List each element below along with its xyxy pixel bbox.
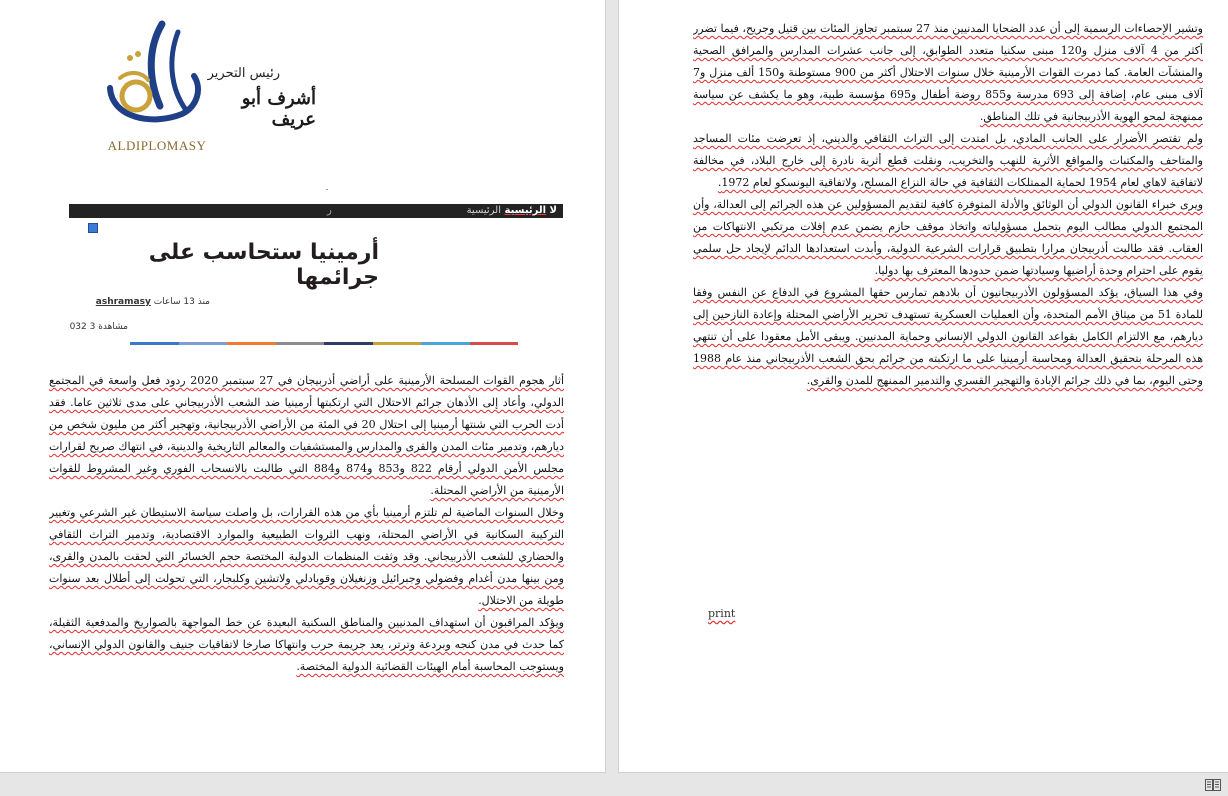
article-views: مشاهدة 3 032 xyxy=(69,322,128,332)
nav-home-label: الرئيسية xyxy=(504,205,547,216)
logo-caption: ALDIPLOMASY xyxy=(107,138,207,153)
divider-segment xyxy=(421,342,470,345)
article-body-right xyxy=(693,18,1203,598)
print-link[interactable]: print xyxy=(708,607,736,620)
read-mode-icon[interactable] xyxy=(1205,777,1221,791)
broken-image-icon xyxy=(88,223,98,233)
article-author-link[interactable]: ashramasy xyxy=(95,297,151,307)
body-paragraph: ويؤكد المراقبون أن استهداف المدنيين والمناطق السكنية البعيدة عن خط المواجهة بالصواريخ والمدفعية الثقيلة، كما حدث في مدن كنجه وبردعة وترتر، يعد جريمة حرب وانتهاكا صارخا لاتفاقيات جنيف والقانون الدولي الإنساني، ويستوجب المحاسبة أمام الهيئات القضائية الدولية المختصة. xyxy=(49,616,564,673)
separator-dot xyxy=(326,189,328,190)
divider-segment xyxy=(470,342,519,345)
document-page-right xyxy=(619,0,1228,772)
body-paragraph: أثار هجوم القوات المسلحة الأرمينية على أراضي أذربيجان في 27 سبتمبر 2020 ردود فعل واسعة في المجتمع الدولي، وأعاد إلى الأذهان جرائم الاحتلال التي ارتكبتها أرمينيا ضد الشعب الأذربيجاني على مدى ثلاثين عاما. فقد أدت الحرب التي شنتها أرمينيا إلى احتلال 20 في المئة من الأراضي الأذربيجانية، وتهجير أكثر من مليون شخص من ديارهم، وتدمير مئات المدن والقرى والمدارس والمستشفيات والمعالم التاريخية والدينية، في انتهاك صريح لقرارات مجلس الأمن الدولي أرقام 822 و853 و874 و884 التي طالبت بالانسحاب الفوري وغير المشروط للقوات الأرمينية من الأراضي المحتلة. xyxy=(49,374,564,497)
divider-segment xyxy=(324,342,373,345)
divider-segment xyxy=(227,342,276,345)
color-divider xyxy=(130,342,518,345)
body-paragraph: ولم تقتصر الأضرار على الجانب المادي، بل امتدت إلى التراث الثقافي والديني، إذ تعرضت مئات المساجد والمتاحف والمكتبات والمواقع الأثرية للنهب والتخريب، ونقلت قطع أثرية نادرة إلى خارج البلاد، في مخالفة لاتفاقية لاهاي لعام 1954 لحماية الممتلكات الثقافية في حالة النزاع المسلح، ولاتفاقية اليونسكو لعام 1972. xyxy=(693,132,1203,189)
nav-home-link[interactable] xyxy=(467,204,557,218)
divider-segment xyxy=(276,342,325,345)
article-meta xyxy=(90,297,210,307)
nav-home-tail: الرئيسية xyxy=(466,205,502,216)
article-date: منذ 13 ساعات xyxy=(153,297,210,307)
divider-segment xyxy=(179,342,228,345)
body-paragraph: وخلال السنوات الماضية لم تلتزم أرمينيا بأي من هذه القرارات، بل واصلت سياسة الاستيطان غير الشرعي وتغيير التركيبة السكانية في الأراضي المحتلة، ونهب الثروات الطبيعية والموارد الاقتصادية، وتدمير التراث الثقافي والحضاري للشعب الأذربيجاني. وقد وثقت المنظمات الدولية المختصة حجم الخسائر التي لحقت بالمدن والقرى، ومن بينها مدن أغدام وفضولي وجبرائيل وزنغيلان وقوبادلي ولاتشين وكلبجار، التي تحولت إلى أطلال بعد سنوات طويلة من الاحتلال. xyxy=(49,506,564,607)
body-paragraph: وفي هذا السياق، يؤكد المسؤولون الأذربيجانيون أن بلادهم تمارس حقها المشروع في الدفاع عن النفس وفقا للمادة 51 من ميثاق الأمم المتحدة، وأن العمليات العسكرية تستهدف تحرير الأراضي المحتلة وإعادة النازحين إلى ديارهم، مع الالتزام الكامل بقواعد القانون الدولي الإنساني وحماية المدنيين. ويبقى الأمل معقودا على أن تنتهي هذه المرحلة بتحقيق العدالة ومحاسبة أرمينيا على ما ارتكبته من جرائم بحق الشعب الأذربيجاني منذ عام 1988 وحتى اليوم، بما في ذلك جرائم الإبادة والتهجير القسري والتدمير الممنهج للمدن والقرى. xyxy=(693,286,1203,387)
article-title: أرمينيا ستحاسب على جرائمها xyxy=(148,240,379,290)
editor-name: أشرف أبو عريف xyxy=(241,88,316,130)
article-body-left xyxy=(49,370,564,754)
nav-home-bold: لا xyxy=(549,205,557,216)
body-paragraph: وتشير الإحصاءات الرسمية إلى أن عدد الضحايا المدنيين منذ 27 سبتمبر تجاوز المئات بين قتيل وجريح، فيما تضرر أكثر من 4 آلاف منزل و120 مبنى سكنيا متعدد الطوابق، إلى جانب عشرات المدارس والمرافق الصحية والمنشآت العامة. كما دمرت القوات الأرمينية خلال سنوات الاحتلال أكثر من 900 مستوطنة و150 ألف منزل و7 آلاف مبنى عام، إضافة إلى 693 مدرسة و855 روضة أطفال و695 مؤسسة طبية، وهو ما يكشف عن سياسة ممنهجة لمحو الهوية الأذربيجانية في تلك المناطق. xyxy=(693,22,1203,123)
body-paragraph: ويرى خبراء القانون الدولي أن الوثائق والأدلة المتوفرة كافية لتقديم المسؤولين عن هذه الجرائم إلى العدالة، وأن المجتمع الدولي مطالب اليوم بتحمل مسؤولياته واتخاذ موقف حازم يضمن عدم إفلات مرتكبي الانتهاكات من العقاب. فقد طالبت أذربيجان مرارا بتطبيق قرارات الشرعية الدولية، وأبدت استعدادها الدائم لإيجاد حل سلمي يقوم على احترام وحدة أراضيها وسيادتها ضمن حدودها المعترف بها دوليا. xyxy=(693,198,1203,277)
navigation-bar xyxy=(69,204,563,218)
divider-segment xyxy=(130,342,179,345)
nav-separator: ر xyxy=(327,205,332,216)
document-page-left xyxy=(0,0,605,772)
divider-segment xyxy=(373,342,422,345)
editor-role: رئيس التحرير xyxy=(207,66,280,81)
